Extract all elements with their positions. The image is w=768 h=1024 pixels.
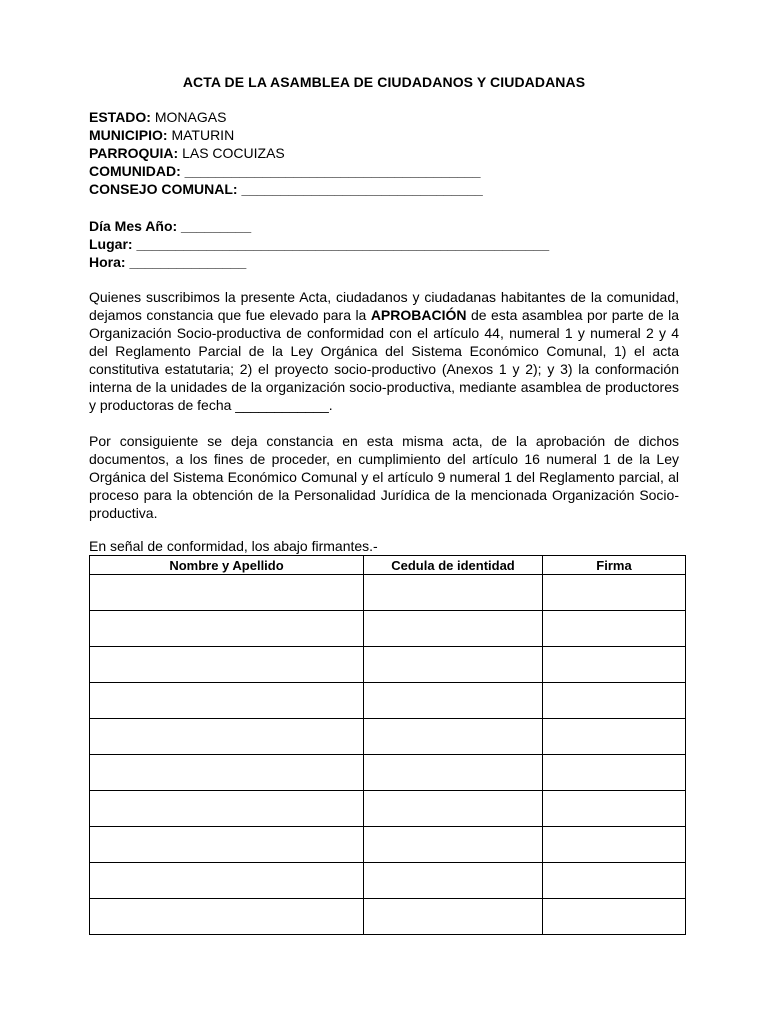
date-place-block [89,217,549,271]
table-header-row [90,556,686,575]
cedula-cell [364,575,543,611]
paragraph-approval [89,288,679,414]
nombre-cell [90,791,364,827]
nombre-cell [90,755,364,791]
firma-cell [543,647,686,683]
paragraph-approval-text-start: Quienes suscribimos la presente Acta, ciudadanos y ciudadanas habitantes de la comunidad, dejamos constancia que fue elevado para la [89,289,679,323]
firma-cell [543,791,686,827]
hora-field: Hora: _______________ [89,254,247,270]
firma-cell [543,575,686,611]
location-header [89,108,483,198]
estado-row [89,108,483,126]
table-row [90,755,686,791]
comunidad-field: COMUNIDAD: ______________________________________ [89,163,481,179]
firma-cell [543,755,686,791]
signers-table [89,555,686,935]
nombre-cell [90,827,364,863]
nombre-cell [90,899,364,935]
nombre-cell [90,575,364,611]
header-cedula: Cedula de identidad [364,556,543,575]
firma-cell [543,899,686,935]
cedula-cell [364,863,543,899]
consejo-comunal-field: CONSEJO COMUNAL: _______________________________ [89,181,483,197]
nombre-cell [90,683,364,719]
estado-value: MONAGAS [150,109,227,125]
table-row [90,899,686,935]
table-row [90,575,686,611]
firma-cell [543,827,686,863]
parroquia-value: LAS COCUIZAS [178,145,285,161]
cedula-cell [364,611,543,647]
aprobacion-emphasis: APROBACIÓN [370,307,467,323]
document-title: ACTA DE LA ASAMBLEA DE CIUDADANOS Y CIUDADANAS [182,74,586,90]
dia-mes-ano-field: Día Mes Año: _________ [89,218,252,234]
firma-cell [543,611,686,647]
cedula-cell [364,791,543,827]
municipio-row [89,126,483,144]
table-row [90,827,686,863]
cedula-cell [364,827,543,863]
cedula-cell [364,755,543,791]
header-nombre: Nombre y Apellido [90,556,364,575]
paragraph-approval-text-end: de esta asamblea por parte de la Organización Socio-productiva de conformidad con el artículo 44, numeral 1 y numeral 2 y 4 del Reglamento Parcial de la Ley Orgánica del Sistema Económico Comunal, 1) el acta constitutiva estatutaria; 2) el proyecto socio-productivo (Anexos 1 y 2); y 3) la conformación interna de la unidades de la organización socio-productiva, mediante asamblea de productores y productoras de fecha ____________. [89,307,680,413]
table-row [90,611,686,647]
cedula-cell [364,683,543,719]
table-row [90,791,686,827]
table-row [90,647,686,683]
municipio-value: MATURIN [167,127,235,143]
nombre-cell [90,647,364,683]
signers-table-body [90,575,686,935]
nombre-cell [90,611,364,647]
estado-label: ESTADO: [89,109,151,125]
nombre-cell [90,719,364,755]
signers-intro: En señal de conformidad, los abajo firmantes.- [89,538,378,554]
cedula-cell [364,899,543,935]
table-row [90,863,686,899]
firma-cell [543,863,686,899]
header-firma: Firma [543,556,686,575]
lugar-field: Lugar: _____________________________________________________ [89,236,550,252]
table-row [90,683,686,719]
firma-cell [543,683,686,719]
municipio-label: MUNICIPIO: [89,127,168,143]
firma-cell [543,719,686,755]
cedula-cell [364,719,543,755]
nombre-cell [90,863,364,899]
parroquia-row [89,144,483,162]
cedula-cell [364,647,543,683]
table-row [90,719,686,755]
parroquia-label: PARROQUIA: [89,145,179,161]
paragraph-consequence: Por consiguiente se deja constancia en esta misma acta, de la aprobación de dichos documentos, a los fines de proceder, en cumplimiento del artículo 16 numeral 1 de la Ley Orgánica del Sistema Económico Comunal y el artículo 9 numeral 1 del Reglamento parcial, al proceso para la obtención de la Personalidad Jurídica de la mencionada Organización Socio-productiva. [89,433,679,521]
